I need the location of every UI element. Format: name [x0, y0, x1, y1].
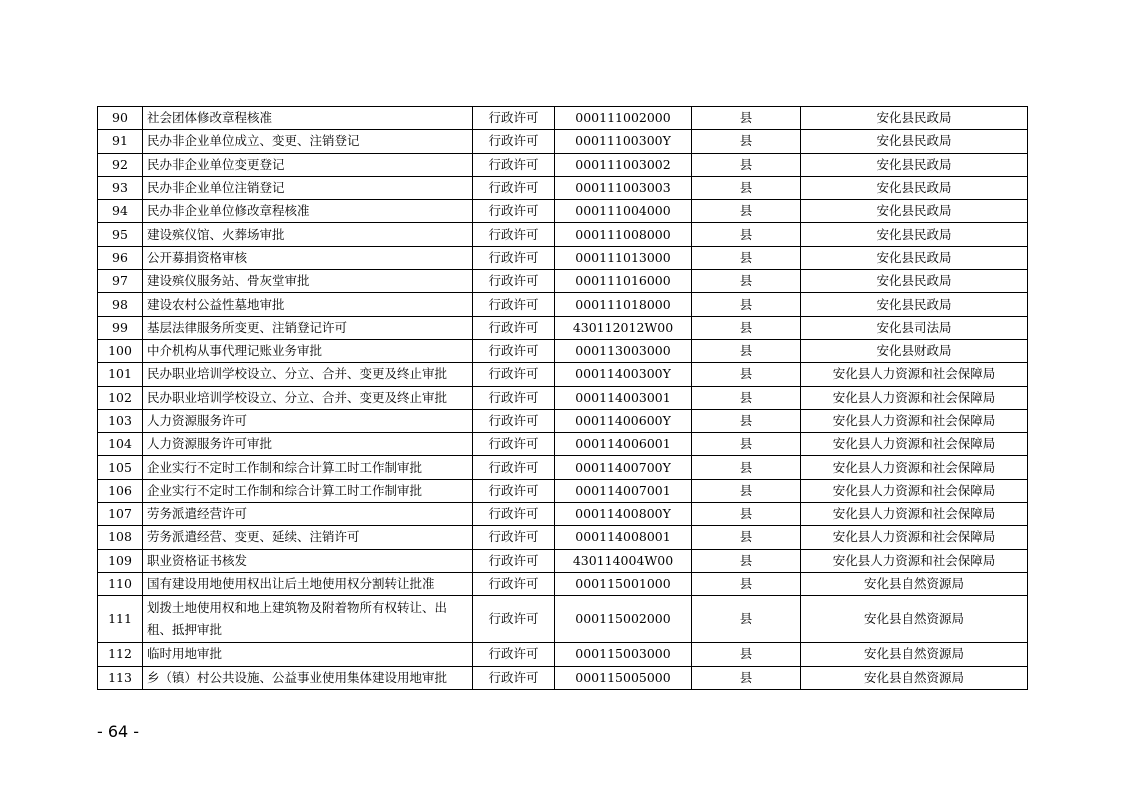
item-name-cell: 企业实行不定时工作制和综合计算工时工作制审批 [143, 456, 473, 479]
admin-level-cell: 县 [692, 339, 801, 362]
table-row [98, 503, 1028, 526]
row-number-cell: 112 [98, 643, 143, 666]
item-code-cell: 430112012W00 [555, 316, 692, 339]
item-name-cell: 社会团体修改章程核准 [143, 107, 473, 130]
item-type-cell: 行政许可 [473, 596, 555, 643]
item-type-cell: 行政许可 [473, 200, 555, 223]
table-row [98, 666, 1028, 689]
department-cell: 安化县财政局 [801, 339, 1028, 362]
row-number-cell: 94 [98, 200, 143, 223]
admin-level-cell: 县 [692, 572, 801, 595]
row-number-cell: 100 [98, 339, 143, 362]
row-number-cell: 111 [98, 596, 143, 643]
item-name-cell: 民办非企业单位成立、变更、注销登记 [143, 130, 473, 153]
department-cell: 安化县人力资源和社会保障局 [801, 549, 1028, 572]
department-cell: 安化县民政局 [801, 293, 1028, 316]
admin-level-cell: 县 [692, 176, 801, 199]
table-row [98, 176, 1028, 199]
table-row [98, 316, 1028, 339]
item-type-cell: 行政许可 [473, 363, 555, 386]
department-cell: 安化县自然资源局 [801, 643, 1028, 666]
item-type-cell: 行政许可 [473, 503, 555, 526]
item-type-cell: 行政许可 [473, 223, 555, 246]
item-type-cell: 行政许可 [473, 176, 555, 199]
row-number-cell: 109 [98, 549, 143, 572]
item-name-cell: 民办职业培训学校设立、分立、合并、变更及终止审批 [143, 363, 473, 386]
department-cell: 安化县自然资源局 [801, 572, 1028, 595]
department-cell: 安化县人力资源和社会保障局 [801, 386, 1028, 409]
table-row [98, 270, 1028, 293]
item-code-cell: 000115003000 [555, 643, 692, 666]
item-code-cell: 000111003002 [555, 153, 692, 176]
item-name-cell: 中介机构从事代理记账业务审批 [143, 339, 473, 362]
item-code-cell: 000111004000 [555, 200, 692, 223]
admin-level-cell: 县 [692, 386, 801, 409]
admin-level-cell: 县 [692, 643, 801, 666]
department-cell: 安化县民政局 [801, 107, 1028, 130]
item-code-cell: 00011400600Y [555, 409, 692, 432]
item-code-cell: 00011400800Y [555, 503, 692, 526]
item-type-cell: 行政许可 [473, 386, 555, 409]
row-number-cell: 103 [98, 409, 143, 432]
item-name-cell: 民办非企业单位修改章程核准 [143, 200, 473, 223]
item-type-cell: 行政许可 [473, 246, 555, 269]
item-code-cell: 000113003000 [555, 339, 692, 362]
row-number-cell: 104 [98, 433, 143, 456]
item-type-cell: 行政许可 [473, 130, 555, 153]
row-number-cell: 101 [98, 363, 143, 386]
department-cell: 安化县人力资源和社会保障局 [801, 456, 1028, 479]
row-number-cell: 92 [98, 153, 143, 176]
table-row [98, 200, 1028, 223]
admin-level-cell: 县 [692, 503, 801, 526]
item-name-cell: 划拨土地使用权和地上建筑物及附着物所有权转让、出租、抵押审批 [143, 596, 473, 643]
item-name-cell: 民办非企业单位注销登记 [143, 176, 473, 199]
item-type-cell: 行政许可 [473, 107, 555, 130]
row-number-cell: 99 [98, 316, 143, 339]
item-code-cell: 00011400300Y [555, 363, 692, 386]
item-name-cell: 建设殡仪服务站、骨灰堂审批 [143, 270, 473, 293]
table-row [98, 363, 1028, 386]
item-name-cell: 民办职业培训学校设立、分立、合并、变更及终止审批 [143, 386, 473, 409]
admin-level-cell: 县 [692, 456, 801, 479]
row-number-cell: 102 [98, 386, 143, 409]
item-code-cell: 430114004W00 [555, 549, 692, 572]
item-code-cell: 000115001000 [555, 572, 692, 595]
table-row [98, 409, 1028, 432]
admin-level-cell: 县 [692, 270, 801, 293]
department-cell: 安化县民政局 [801, 223, 1028, 246]
row-number-cell: 98 [98, 293, 143, 316]
item-type-cell: 行政许可 [473, 643, 555, 666]
row-number-cell: 108 [98, 526, 143, 549]
item-type-cell: 行政许可 [473, 339, 555, 362]
item-type-cell: 行政许可 [473, 316, 555, 339]
item-name-cell: 基层法律服务所变更、注销登记许可 [143, 316, 473, 339]
admin-level-cell: 县 [692, 130, 801, 153]
item-code-cell: 000114008001 [555, 526, 692, 549]
admin-level-cell: 县 [692, 549, 801, 572]
department-cell: 安化县人力资源和社会保障局 [801, 363, 1028, 386]
item-name-cell: 职业资格证书核发 [143, 549, 473, 572]
item-name-cell: 临时用地审批 [143, 643, 473, 666]
department-cell: 安化县民政局 [801, 270, 1028, 293]
item-name-cell: 企业实行不定时工作制和综合计算工时工作制审批 [143, 479, 473, 502]
item-type-cell: 行政许可 [473, 433, 555, 456]
admin-level-cell: 县 [692, 153, 801, 176]
admin-level-cell: 县 [692, 433, 801, 456]
item-name-cell: 民办非企业单位变更登记 [143, 153, 473, 176]
department-cell: 安化县人力资源和社会保障局 [801, 409, 1028, 432]
department-cell: 安化县民政局 [801, 130, 1028, 153]
item-name-cell: 乡（镇）村公共设施、公益事业使用集体建设用地审批 [143, 666, 473, 689]
admin-level-cell: 县 [692, 223, 801, 246]
item-name-cell: 国有建设用地使用权出让后土地使用权分割转让批准 [143, 572, 473, 595]
item-name-cell: 劳务派遣经营许可 [143, 503, 473, 526]
row-number-cell: 95 [98, 223, 143, 246]
department-cell: 安化县民政局 [801, 153, 1028, 176]
row-number-cell: 107 [98, 503, 143, 526]
admin-level-cell: 县 [692, 596, 801, 643]
item-name-cell: 建设殡仪馆、火葬场审批 [143, 223, 473, 246]
table-row [98, 572, 1028, 595]
item-type-cell: 行政许可 [473, 526, 555, 549]
item-code-cell: 000111003003 [555, 176, 692, 199]
admin-level-cell: 县 [692, 363, 801, 386]
row-number-cell: 96 [98, 246, 143, 269]
admin-level-cell: 县 [692, 409, 801, 432]
row-number-cell: 105 [98, 456, 143, 479]
table-body [98, 107, 1028, 690]
item-type-cell: 行政许可 [473, 409, 555, 432]
department-cell: 安化县民政局 [801, 246, 1028, 269]
table-row [98, 386, 1028, 409]
department-cell: 安化县人力资源和社会保障局 [801, 526, 1028, 549]
item-name-cell: 公开募捐资格审核 [143, 246, 473, 269]
admin-level-cell: 县 [692, 479, 801, 502]
table-row [98, 223, 1028, 246]
row-number-cell: 113 [98, 666, 143, 689]
item-type-cell: 行政许可 [473, 479, 555, 502]
department-cell: 安化县民政局 [801, 200, 1028, 223]
item-code-cell: 00011100300Y [555, 130, 692, 153]
item-code-cell: 000111008000 [555, 223, 692, 246]
admin-level-cell: 县 [692, 107, 801, 130]
department-cell: 安化县司法局 [801, 316, 1028, 339]
item-type-cell: 行政许可 [473, 293, 555, 316]
table-row [98, 526, 1028, 549]
permits-table [97, 106, 1028, 690]
item-type-cell: 行政许可 [473, 549, 555, 572]
row-number-cell: 90 [98, 107, 143, 130]
table-row [98, 153, 1028, 176]
row-number-cell: 93 [98, 176, 143, 199]
department-cell: 安化县自然资源局 [801, 666, 1028, 689]
page-number: - 64 - [97, 722, 140, 741]
item-name-cell: 建设农村公益性墓地审批 [143, 293, 473, 316]
department-cell: 安化县自然资源局 [801, 596, 1028, 643]
table-row [98, 433, 1028, 456]
item-name-cell: 人力资源服务许可审批 [143, 433, 473, 456]
table-row [98, 130, 1028, 153]
item-type-cell: 行政许可 [473, 153, 555, 176]
item-code-cell: 000114003001 [555, 386, 692, 409]
item-code-cell: 000111013000 [555, 246, 692, 269]
item-name-cell: 人力资源服务许可 [143, 409, 473, 432]
department-cell: 安化县人力资源和社会保障局 [801, 503, 1028, 526]
admin-level-cell: 县 [692, 246, 801, 269]
row-number-cell: 110 [98, 572, 143, 595]
department-cell: 安化县民政局 [801, 176, 1028, 199]
department-cell: 安化县人力资源和社会保障局 [801, 433, 1028, 456]
table-row [98, 549, 1028, 572]
item-code-cell: 000114007001 [555, 479, 692, 502]
admin-level-cell: 县 [692, 526, 801, 549]
item-code-cell: 00011400700Y [555, 456, 692, 479]
table-row [98, 246, 1028, 269]
item-code-cell: 000111018000 [555, 293, 692, 316]
admin-level-cell: 县 [692, 666, 801, 689]
table-row [98, 479, 1028, 502]
item-name-cell: 劳务派遣经营、变更、延续、注销许可 [143, 526, 473, 549]
item-type-cell: 行政许可 [473, 270, 555, 293]
table-row [98, 456, 1028, 479]
table-row [98, 339, 1028, 362]
admin-level-cell: 县 [692, 200, 801, 223]
item-type-cell: 行政许可 [473, 666, 555, 689]
row-number-cell: 91 [98, 130, 143, 153]
department-cell: 安化县人力资源和社会保障局 [801, 479, 1028, 502]
item-code-cell: 000115005000 [555, 666, 692, 689]
item-type-cell: 行政许可 [473, 572, 555, 595]
row-number-cell: 97 [98, 270, 143, 293]
item-type-cell: 行政许可 [473, 456, 555, 479]
table-row [98, 643, 1028, 666]
item-code-cell: 000115002000 [555, 596, 692, 643]
table-row [98, 107, 1028, 130]
row-number-cell: 106 [98, 479, 143, 502]
item-code-cell: 000111016000 [555, 270, 692, 293]
admin-level-cell: 县 [692, 293, 801, 316]
admin-level-cell: 县 [692, 316, 801, 339]
item-code-cell: 000114006001 [555, 433, 692, 456]
table-row [98, 596, 1028, 643]
table-row [98, 293, 1028, 316]
item-code-cell: 000111002000 [555, 107, 692, 130]
